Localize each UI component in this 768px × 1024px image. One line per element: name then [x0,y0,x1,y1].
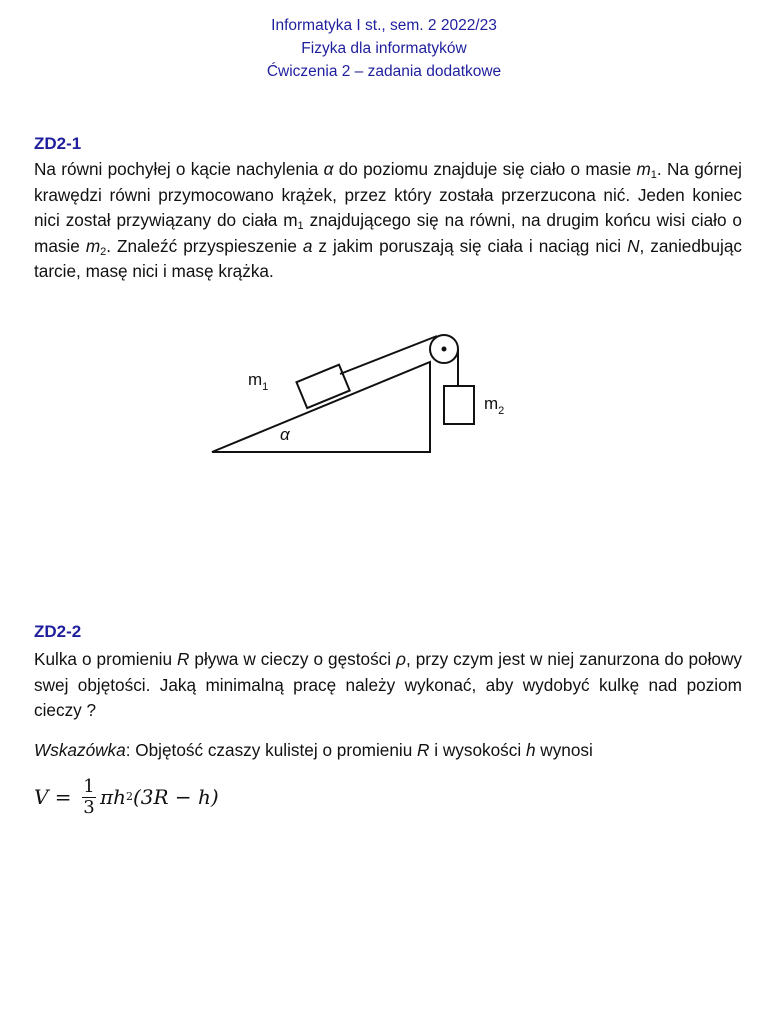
task1-text [34,157,742,285]
m1-label-letter: m [248,370,263,389]
header-course: Informatyka I st., sem. 2 2022/23 [271,17,497,34]
hint-text-part: wynosi [535,740,593,760]
task2-hint [34,738,742,764]
task1-text-part: , zaniedbując tarcie, masę nici i masę krążka. [34,235,743,282]
formula-fraction [82,777,96,818]
header-exercise: Ćwiczenia 2 – zadania dodatkowe [266,63,502,80]
radius-symbol: R [177,649,190,669]
fraction-numerator: 1 [83,775,95,797]
m1-label-sub: 1 [262,381,269,393]
hint-text-part: : Objętość czaszy kulistej o promieniu [125,740,418,760]
task1-text-part: z jakim poruszają się ciała i naciąg nici [312,235,628,256]
m2-label-sub: 2 [498,405,505,417]
string-incline [340,336,437,374]
formula-rest: (3R − h) [132,785,219,809]
header-subject: Fizyka dla informatyków [301,40,467,57]
document-header [0,14,768,83]
subscript: 1 [650,169,657,181]
m2-label-letter: m [484,394,499,413]
block-m1-rect [296,365,349,408]
mass-symbol: m [85,235,101,256]
alpha-symbol: α [323,159,334,179]
incline-diagram-svg [200,322,520,462]
m1-label [248,370,268,393]
volume-formula: V = $\frac{1}{3}$ πh 2 (3R − h) [34,775,219,818]
block-m1 [296,365,349,408]
block-m2 [444,386,474,424]
task1-text-part: . Znaleźć przyspieszenie [106,235,303,256]
task1-text-part: znajdującego się na równi, na drugim końcu wisi ciało o masie [34,210,742,256]
formula-equals: = [48,785,78,809]
task1-title: ZD2-1 [34,134,82,153]
radius-symbol: R [417,740,430,760]
tension-symbol: N [627,235,640,256]
incline-pulley-diagram [200,322,520,467]
fraction-denominator: 3 [83,796,95,818]
task2-text-part: pływa w cieczy o gęstości [189,649,397,669]
formula-pi-h: πh [99,785,126,809]
task2-title: ZD2-2 [34,622,82,641]
m2-label [484,394,504,417]
hint-text-part: i wysokości [429,740,526,760]
subscript: 2 [100,245,107,258]
hint-label: Wskazówka [34,740,126,760]
subscript: 1 [297,220,304,233]
alpha-label: α [280,425,290,444]
task2-text-part: Kulka o promieniu [34,649,177,669]
acceleration-symbol: a [302,235,313,256]
pulley-axle [442,347,447,352]
task2-text-part: , przy czym jest w niej zanurzona do połowy swej objętości. Jaką minimalną pracę należy wykonać, aby wydobyć kulkę nad poziom cieczy ? [34,649,742,721]
height-symbol: h [525,740,536,760]
task1-text-part: Na równi pochyłej o kącie nachylenia [34,159,324,179]
mass-symbol: m [636,159,651,179]
density-symbol: ρ [396,649,406,669]
task1-text-part: do poziomu znajduje się ciało o masie [333,159,637,179]
formula-lhs: V [34,785,49,809]
task1-text-part: . Na górnej krawędzi równi przymocowano krążek, przez który została przerzucona nić. Jeden koniec nici został przywiązany do ciała m [34,159,742,231]
task2-text [34,647,742,724]
